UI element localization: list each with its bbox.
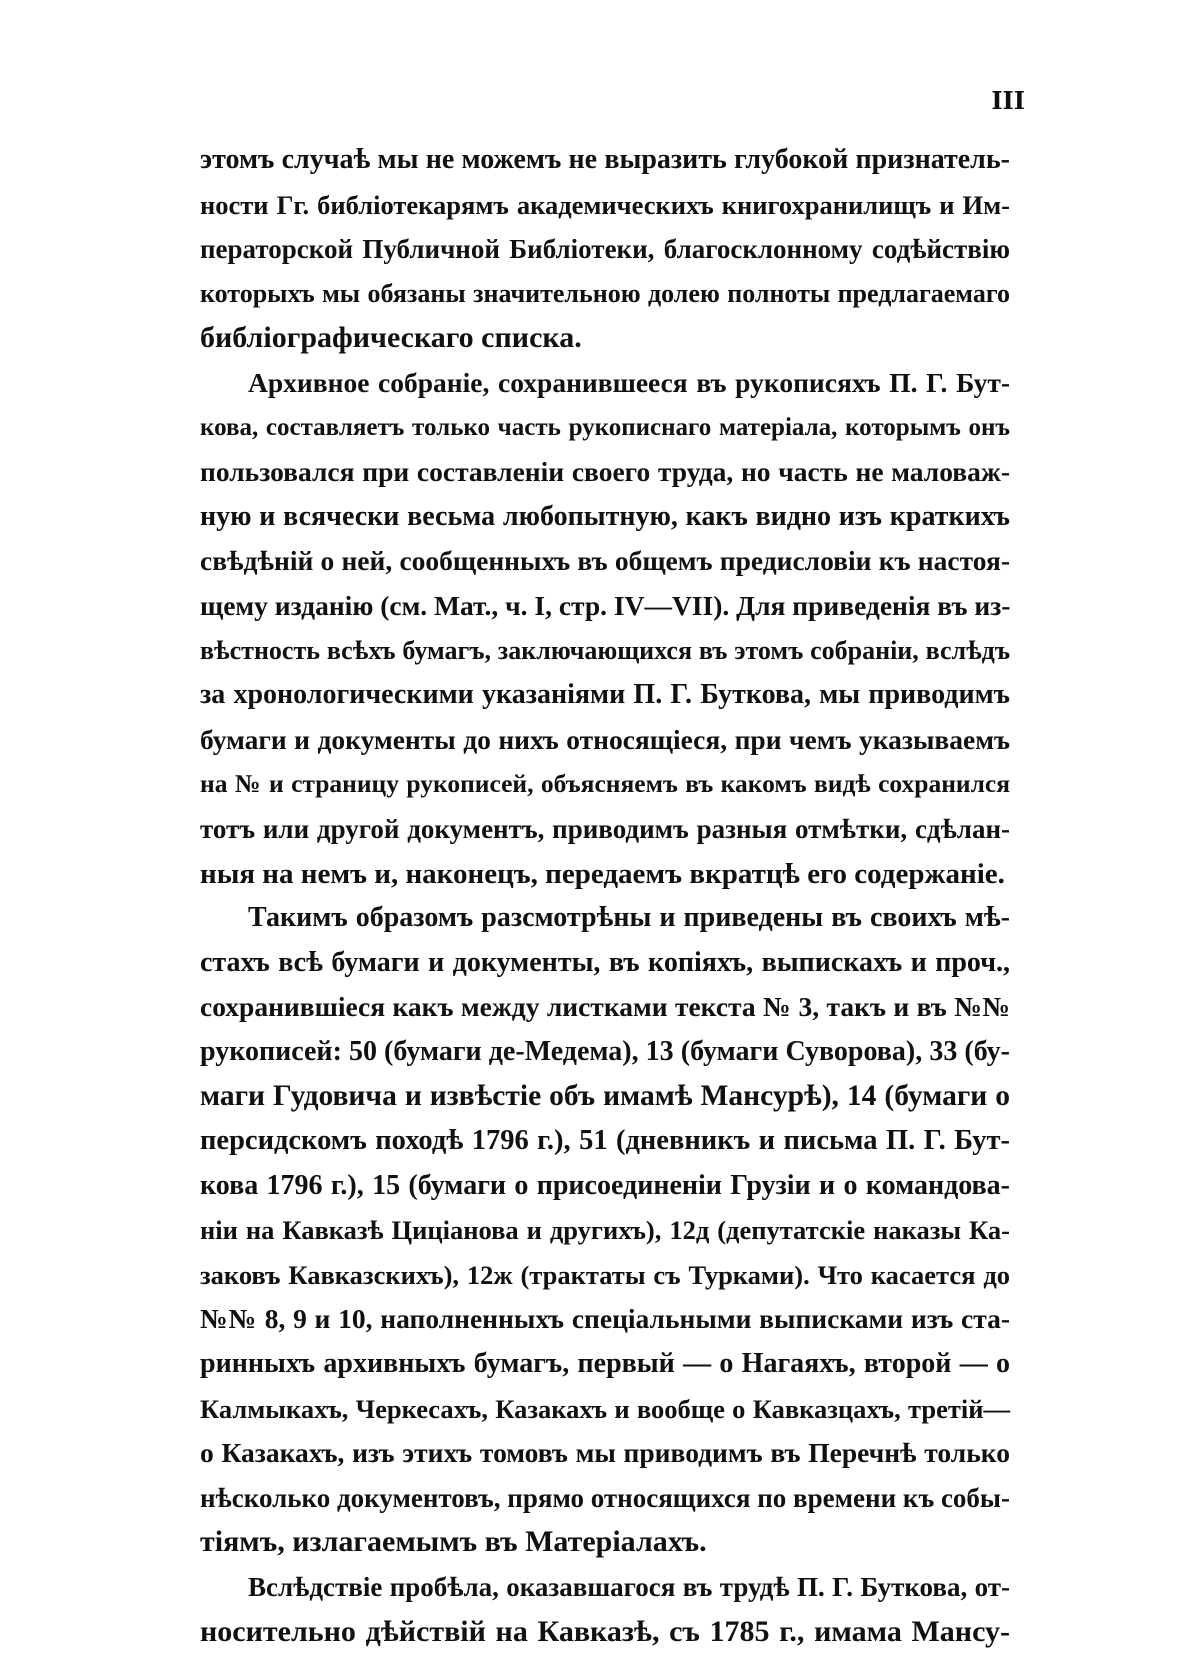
text-line: ную и всячески весьма любопытную, какъ видно изъ краткихъ: [200, 500, 1010, 532]
text-line: маги Гудовича и извѣстіе объ имамѣ Мансурѣ), 14 (бумаги о: [200, 1080, 1010, 1113]
text-line: Калмыкахъ, Черкесахъ, Казакахъ и вообще о Кавказцахъ, третій—: [200, 1393, 1010, 1424]
text-line: пользовался при составленіи своего труда, но часть не маловаж-: [200, 456, 1010, 488]
text-line: Такимъ образомъ разсмотрѣны и приведены въ своихъ мѣ-: [248, 902, 1010, 934]
text-line: Вслѣдствіе пробѣла, оказавшагося въ трудѣ П. Г. Буткова, от-: [248, 1572, 1010, 1602]
text-line: персидскомъ походѣ 1796 г.), 51 (дневникъ и письма П. Г. Бут-: [200, 1125, 1010, 1157]
text-line: вѣстность всѣхъ бумагъ, заключающихся въ этомъ собраніи, вслѣдъ: [200, 635, 1010, 665]
text-line: стахъ всѣ бумаги и документы, въ копіяхъ, выпискахъ и проч.,: [200, 946, 1010, 978]
text-line: свѣдѣній о ней, сообщенныхъ въ общемъ предисловіи къ настоя-: [200, 545, 1010, 577]
paragraph-1: [200, 138, 1010, 361]
text-line: этомъ случаѣ мы не можемъ не выразить глубокой признатель-: [200, 144, 1010, 175]
paragraph-2: [200, 361, 1010, 896]
text-line: кова 1796 г.), 15 (бумаги о присоединеніи Грузіи и о командова-: [200, 1169, 1010, 1201]
text-line: бумаги и документы до нихъ относящіеся, при чемъ указываемъ: [200, 723, 1010, 755]
text-line: сохранившіеся какъ между листками текста № 3, такъ и въ №№: [200, 991, 1010, 1023]
text-line: библіографическаго списка.: [200, 321, 582, 355]
text-line: щему изданію (см. Мат., ч. I, стр. IV—VII). Для приведенія въ из-: [200, 589, 1011, 621]
text-line: тотъ или другой документъ, приводимъ разныя отмѣтки, сдѣлан-: [200, 813, 1010, 844]
text-line: ринныхъ архивныхъ бумагъ, первый — о Нагаяхъ, второй — о: [200, 1348, 1010, 1380]
text-line: ности Гг. библіотекарямъ академическихъ книгохранилищъ и Им-: [200, 189, 1010, 220]
text-line: на № и страницу рукописей, объясняемъ въ какомъ видѣ сохранился: [200, 769, 1010, 799]
text-line: носительно дѣйствій на Кавказѣ, съ 1785 г., имама Мансу-: [200, 1614, 1010, 1648]
text-line: которыхъ мы обязаны значительною долею полноты предлагаемаго: [200, 278, 1010, 308]
text-line: за хронологическими указаніями П. Г. Буткова, мы приводимъ: [200, 679, 1010, 711]
text-line: Архивное собраніе, сохранившееся въ рукописяхъ П. Г. Бут-: [248, 366, 1010, 398]
text-line: ператорской Публичной Библіотеки, благосклонному содѣйствію: [200, 234, 1010, 265]
text-line: заковъ Кавказскихъ), 12ж (трактаты съ Турками). Что касается до: [200, 1259, 1010, 1290]
page-number: III: [991, 86, 1025, 115]
text-line: кова, составляетъ только часть рукописнаго матеріала, которымъ онъ: [200, 413, 1010, 441]
text-line: рукописей: 50 (бумаги де-Медема), 13 (бумаги Суворова), 33 (бу-: [200, 1035, 1010, 1067]
body-text: [200, 138, 1010, 1654]
text-line: №№ 8, 9 и 10, наполненныхъ спеціальными выписками изъ ста-: [200, 1303, 1010, 1335]
text-line: о Казакахъ, изъ этихъ томовъ мы приводимъ въ Перечнѣ только: [200, 1437, 1010, 1469]
text-line: ныя на немъ и, наконецъ, передаемъ вкратцѣ его содержаніе.: [200, 857, 1005, 890]
paragraph-4: [200, 1565, 1010, 1654]
text-line: нѣсколько документовъ, прямо относящихся по времени къ собы-: [200, 1482, 1010, 1513]
text-line: ніи на Кавказѣ Циціанова и другихъ), 12д (депутатскіе наказы Ка-: [200, 1215, 1010, 1246]
paragraph-3: [200, 896, 1010, 1565]
text-line: тіямъ, излагаемымъ въ Матеріалахъ.: [200, 1525, 707, 1559]
